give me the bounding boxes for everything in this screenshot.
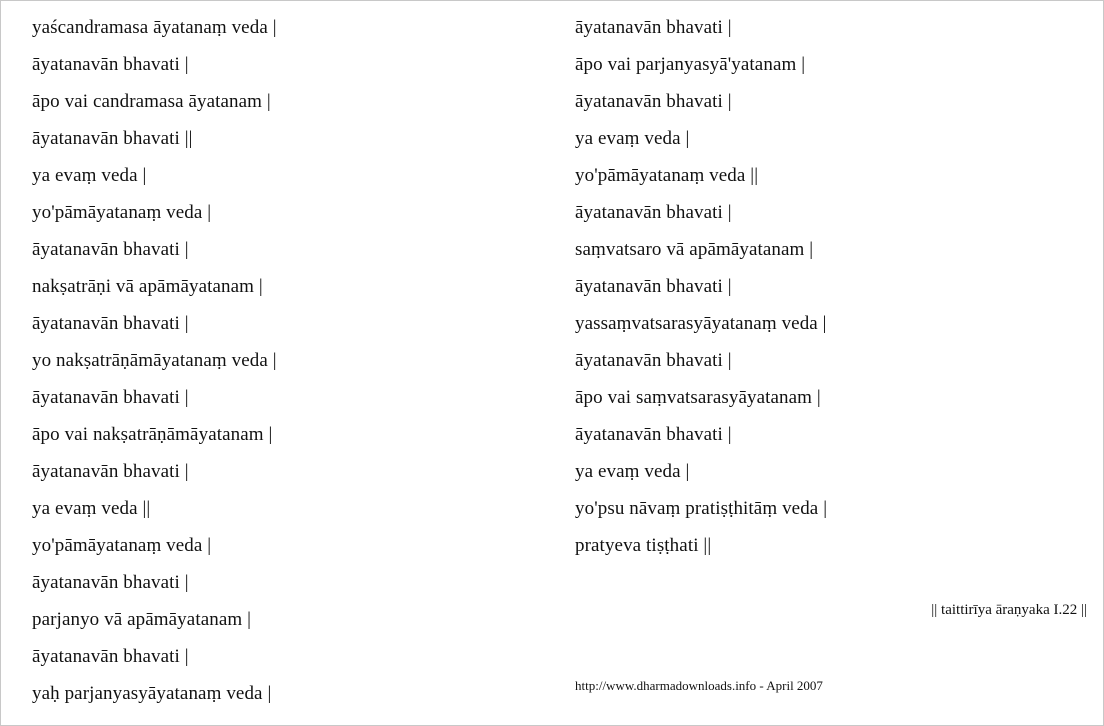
verse-line: yo'pāmāyatanaṃ veda | [32, 202, 212, 223]
verse-line: yo nakṣatrāṇāmāyatanaṃ veda | [32, 350, 277, 371]
verse-line: yo'pāmāyatanaṃ veda || [575, 165, 759, 186]
verse-line: āyatanavān bhavati | [32, 239, 189, 260]
verse-line: nakṣatrāṇi vā apāmāyatanam | [32, 276, 263, 297]
verse-line: yassaṃvatsarasyāyatanaṃ veda | [575, 313, 827, 334]
verse-line: yaścandramasa āyatanaṃ veda | [32, 17, 277, 38]
footer-url-date: http://www.dharmadownloads.info - April 2007 [575, 678, 823, 693]
verse-line: āyatanavān bhavati | [32, 572, 189, 593]
verse-line: āyatanavān bhavati | [575, 350, 732, 371]
verse-line: ya evaṃ veda | [575, 128, 690, 149]
verse-line: āyatanavān bhavati | [575, 17, 732, 38]
verse-line: āpo vai candramasa āyatanam | [32, 91, 271, 112]
verse-line: āyatanavān bhavati | [575, 424, 732, 445]
verse-line: ya evaṃ veda | [32, 165, 147, 186]
verse-line: ya evaṃ veda || [32, 498, 151, 519]
verse-line: pratyeva tiṣṭhati || [575, 535, 712, 556]
left-verse-column [32, 9, 277, 712]
verse-line: āyatanavān bhavati | [32, 461, 189, 482]
verse-line: āyatanavān bhavati | [32, 313, 189, 334]
verse-line: āyatanavān bhavati | [575, 276, 732, 297]
verse-line: āpo vai parjanyasyā'yatanam | [575, 54, 806, 75]
verse-line: āpo vai saṃvatsarasyāyatanam | [575, 387, 821, 408]
verse-line: yo'pāmāyatanaṃ veda | [32, 535, 212, 556]
verse-line: āyatanavān bhavati | [32, 54, 189, 75]
verse-line: āyatanavān bhavati | [575, 202, 732, 223]
verse-line: āpo vai nakṣatrāṇāmāyatanam | [32, 424, 273, 445]
verse-line: parjanyo vā apāmāyatanam | [32, 609, 251, 630]
verse-line: ya evaṃ veda | [575, 461, 690, 482]
verse-line: yaḥ parjanyasyāyatanaṃ veda | [32, 683, 272, 704]
source-citation: || taittirīya āraṇyaka I.22 || [931, 602, 1087, 618]
verse-line: āyatanavān bhavati || [32, 128, 193, 149]
verse-line: āyatanavān bhavati | [575, 91, 732, 112]
verse-line: yo'psu nāvaṃ pratiṣṭhitāṃ veda | [575, 498, 828, 519]
verse-line: āyatanavān bhavati | [32, 387, 189, 408]
verse-line: saṃvatsaro vā apāmāyatanam | [575, 239, 814, 260]
right-verse-column [575, 9, 827, 564]
verse-line: āyatanavān bhavati | [32, 646, 189, 667]
